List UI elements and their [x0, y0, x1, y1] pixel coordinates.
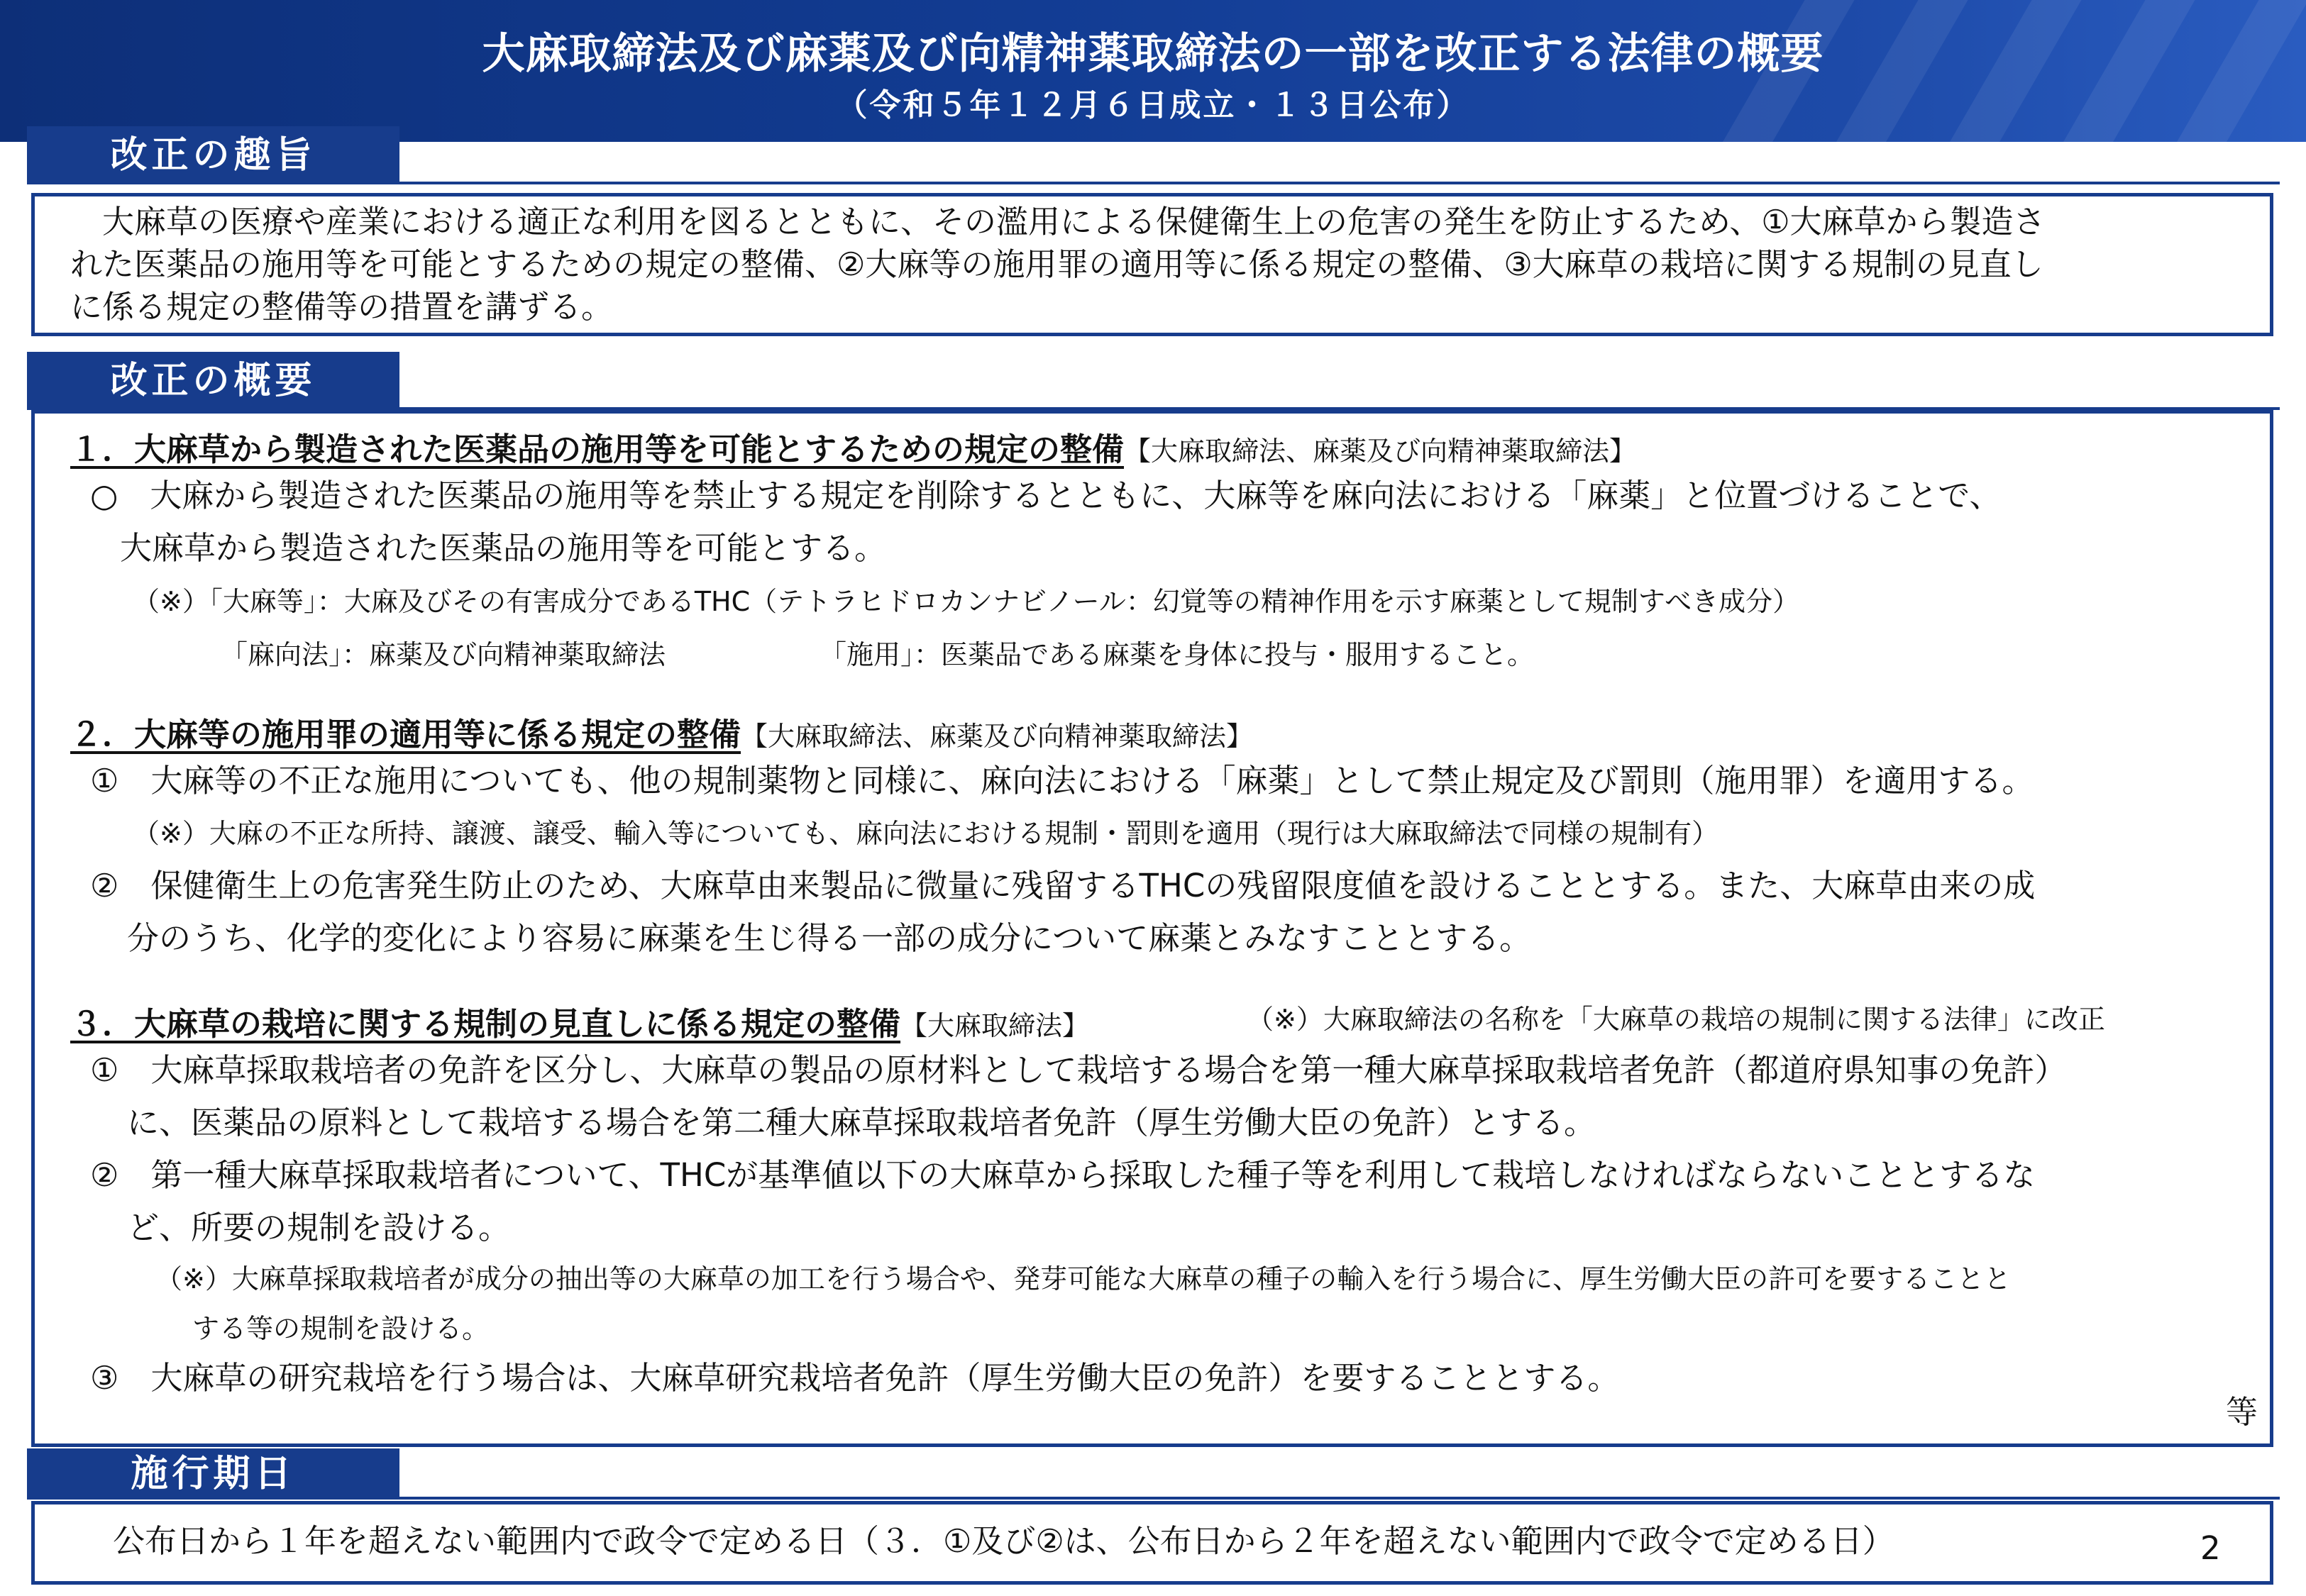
- effective-date-text: 公布日から１年を超えない範囲内で政令で定める日（３．①及び②は、公布日から２年を超えない範囲内で政令で定める日）: [113, 1522, 1894, 1560]
- section-2-item-1: ① 大麻等の不正な施用についても、他の規制薬物と同様に、麻向法における「麻薬」として禁止規定及び罰則（施用罪）を適用する。: [90, 762, 2034, 799]
- section-3-item-2-line-2: ど、所要の規制を設ける。: [127, 1209, 511, 1246]
- purpose-tab-line: [399, 182, 2280, 184]
- overview-tab: 改正の概要: [27, 352, 399, 410]
- document-subtitle: （令和５年１２月６日成立・１３日公布）: [836, 87, 1470, 123]
- section-3-note-line-1: （※）大麻草採取栽培者が成分の抽出等の大麻草の加工を行う場合や、発芽可能な大麻草の種子の輸入を行う場合に、厚生労働大臣の許可を要することと: [155, 1263, 2012, 1295]
- section-2-title: ２．大麻等の施用罪の適用等に係る規定の整備: [70, 716, 741, 753]
- section-3-item-1-line-2: に、医薬品の原料として栽培する場合を第二種大麻草採取栽培者免許（厚生労働大臣の免許）とする。: [127, 1104, 1596, 1141]
- effective-tab: 施行期日: [27, 1448, 399, 1500]
- section-1-title: １．大麻草から製造された医薬品の施用等を可能とするための規定の整備: [70, 431, 1125, 468]
- overview-box: [31, 410, 2273, 1447]
- section-1-note-2b: 「施用」：医薬品である麻薬を身体に投与・服用すること。: [820, 639, 1535, 670]
- purpose-line-2: れた医薬品の施用等を可能とするための規定の整備、②大麻等の施用罪の適用等に係る規定の整備、③大麻草の栽培に関する規制の見直し: [70, 245, 2043, 283]
- section-1-heading: [70, 423, 1636, 470]
- header-banner: [0, 0, 2306, 142]
- section-2-note-1: （※）大麻の不正な所持、譲渡、譲受、輸入等についても、麻向法における規制・罰則を適用（現行は大麻取締法で同様の規制有）: [133, 818, 1719, 849]
- etc-mark: 等: [2226, 1393, 2258, 1431]
- section-3-name-note: （※）大麻取締法の名称を「大麻草の栽培の規制に関する法律」に改正: [1247, 1004, 2105, 1035]
- effective-box: [31, 1501, 2273, 1585]
- section-3-laws: 【大麻取締法】: [900, 1010, 1090, 1041]
- section-3-item-1-line-1: ① 大麻草採取栽培者の免許を区分し、大麻草の製品の原材料として栽培する場合を第一種大麻草採取栽培者免許（都道府県知事の免許）: [90, 1051, 2067, 1089]
- section-2-heading: [70, 709, 1253, 755]
- section-1-item-line-1: ○ 大麻から製造された医薬品の施用等を禁止する規定を削除するとともに、大麻等を麻向法における「麻薬」と位置づけることで、: [90, 477, 2002, 514]
- purpose-line-3: に係る規定の整備等の措置を講ずる。: [70, 288, 614, 326]
- section-3-heading: [70, 998, 1089, 1044]
- section-3-item-3: ③ 大麻草の研究栽培を行う場合は、大麻草研究栽培者免許（厚生労働大臣の免許）を要することとする。: [90, 1359, 1620, 1397]
- section-3-item-2-line-1: ② 第一種大麻草採取栽培者について、THCが基準値以下の大麻草から採取した種子等を利用して栽培しなければならないこととするな: [90, 1156, 2036, 1194]
- section-3-title: ３．大麻草の栽培に関する規制の見直しに係る規定の整備: [70, 1005, 901, 1043]
- section-1-item-line-2: 大麻草から製造された医薬品の施用等を可能とする。: [120, 529, 887, 567]
- section-2-item-2-line-2: 分のうち、化学的変化により容易に麻薬を生じ得る一部の成分について麻薬とみなすこととする。: [127, 919, 1532, 957]
- section-1-note-2a: 「麻向法」：麻薬及び向精神薬取締法: [221, 639, 666, 670]
- purpose-tab: 改正の趣旨: [27, 126, 399, 184]
- purpose-line-1: 大麻草の医療や産業における適正な利用を図るとともに、その濫用による保健衛生上の危害の発生を防止するため、①大麻草から製造さ: [70, 203, 2046, 240]
- purpose-box: [31, 193, 2273, 336]
- section-3-note-line-2: する等の規制を設ける。: [192, 1313, 490, 1344]
- page-number: 2: [2200, 1529, 2221, 1567]
- document-title: 大麻取締法及び麻薬及び向精神薬取締法の一部を改正する法律の概要: [482, 29, 1824, 79]
- section-1-note-1: （※）「大麻等」：大麻及びその有害成分であるTHC（テトラヒドロカンナビノール：幻覚等の精神作用を示す麻薬として規制すべき成分）: [133, 586, 1800, 617]
- section-2-laws: 【大麻取締法、麻薬及び向精神薬取締法】: [741, 721, 1254, 752]
- section-2-item-2-line-1: ② 保健衛生上の危害発生防止のため、大麻草由来製品に微量に残留するTHCの残留限度値を設けることとする。また、大麻草由来の成: [90, 867, 2036, 904]
- effective-tab-line: [399, 1497, 2280, 1500]
- section-1-laws: 【大麻取締法、麻薬及び向精神薬取締法】: [1124, 436, 1637, 467]
